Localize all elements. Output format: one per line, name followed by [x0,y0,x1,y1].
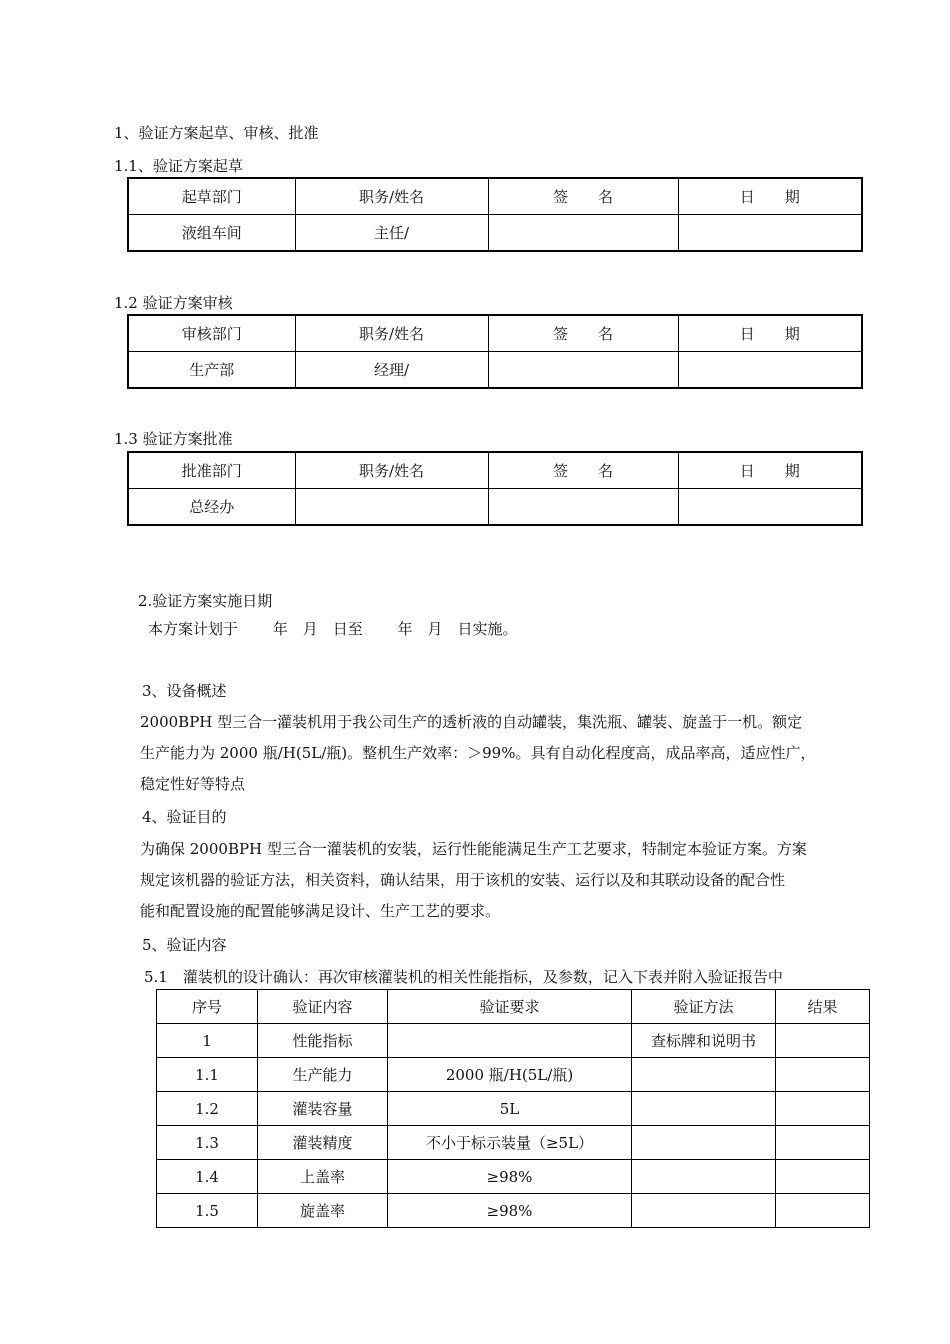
table-row [128,489,862,526]
result-cell[interactable] [776,1160,870,1194]
table-cell: 生产能力 [258,1058,388,1092]
table-header-row [128,452,862,489]
table-cell: 旋盖率 [258,1194,388,1228]
table-row [157,1092,870,1126]
table-cell: 性能指标 [258,1024,388,1058]
paragraph-line: 稳定性好等特点 [140,775,246,793]
table-row [157,1024,870,1058]
section3-body [140,707,862,800]
header-cell: 签 名 [488,178,678,215]
header-cell: 日 期 [678,178,862,215]
review-title: 1.2 验证方案审核 [114,294,233,312]
table-cell[interactable] [632,1126,776,1160]
header-cell: 验证方法 [632,990,776,1024]
signature-cell[interactable] [488,352,678,389]
table-cell: 灌装精度 [258,1126,388,1160]
table-cell: 液组车间 [128,215,295,252]
header-cell: 批准部门 [128,452,295,489]
table-cell[interactable] [632,1058,776,1092]
section4-title: 4、验证目的 [142,808,227,826]
draft-title: 1.1、验证方案起草 [114,157,243,175]
table-cell: 1 [157,1024,258,1058]
header-cell: 职务/姓名 [295,178,488,215]
paragraph-line: 规定该机器的验证方法，相关资料，确认结果，用于该机的安装、运行以及和其联动设备的配合性 [140,871,786,889]
table-cell: 主任/ [295,215,488,252]
table-row [157,1126,870,1160]
table-cell: 1.2 [157,1092,258,1126]
paragraph-line: 能和配置设施的配置能够满足设计、生产工艺的要求。 [140,902,501,920]
table-row [157,1058,870,1092]
table-row [128,352,862,389]
header-cell: 起草部门 [128,178,295,215]
signature-cell[interactable] [488,489,678,526]
header-cell: 验证内容 [258,990,388,1024]
section2-title: 2.验证方案实施日期 [138,592,273,610]
table-cell: ≥98% [388,1160,632,1194]
header-cell: 日 期 [678,315,862,352]
result-cell[interactable] [776,1126,870,1160]
header-cell: 结果 [776,990,870,1024]
table-cell: 1.4 [157,1160,258,1194]
header-cell: 签 名 [488,315,678,352]
header-cell: 签 名 [488,452,678,489]
verification-table [156,989,870,1228]
date-cell[interactable] [678,215,862,252]
table-cell: 2000 瓶/H(5L/瓶) [388,1058,632,1092]
section2-text: 本方案计划于 年 月 日至 年 月 日实施。 [148,620,518,638]
table-cell: 不小于标示装量（≥5L） [388,1126,632,1160]
approve-title: 1.3 验证方案批准 [114,430,233,448]
review-table [127,314,863,389]
table-cell: 生产部 [128,352,295,389]
section5-subtitle: 5.1 灌装机的设计确认：再次审核灌装机的相关性能指标，及参数，记入下表并附入验证报告中 [144,968,783,986]
table-header-row [128,178,862,215]
table-cell: 经理/ [295,352,488,389]
result-cell[interactable] [776,1194,870,1228]
paragraph-line: 生产能力为 2000 瓶/H(5L/瓶)。整机生产效率：＞99%。具有自动化程度高，成品率高，适应性广， [140,744,816,762]
header-cell: 序号 [157,990,258,1024]
result-cell[interactable] [776,1092,870,1126]
table-row [157,1194,870,1228]
header-cell: 职务/姓名 [295,452,488,489]
table-cell: ≥98% [388,1194,632,1228]
section5-title: 5、验证内容 [142,936,227,954]
table-header-row [157,990,870,1024]
table-row [128,215,862,252]
table-cell: 上盖率 [258,1160,388,1194]
signature-cell[interactable] [488,215,678,252]
table-header-row [128,315,862,352]
result-cell[interactable] [776,1024,870,1058]
date-cell[interactable] [678,489,862,526]
paragraph-line: 2000BPH 型三合一灌装机用于我公司生产的透析液的自动罐装，集洗瓶、罐装、旋盖于一机。额定 [140,713,803,731]
table-cell: 灌装容量 [258,1092,388,1126]
draft-table [127,177,863,252]
header-cell: 职务/姓名 [295,315,488,352]
table-cell: 1.5 [157,1194,258,1228]
section1-title: 1、验证方案起草、审核、批准 [114,124,319,142]
table-cell: 1.3 [157,1126,258,1160]
table-cell: 5L [388,1092,632,1126]
table-cell[interactable] [632,1194,776,1228]
table-cell[interactable] [295,489,488,526]
header-cell: 日 期 [678,452,862,489]
result-cell[interactable] [776,1058,870,1092]
table-cell: 总经办 [128,489,295,526]
table-cell[interactable] [632,1092,776,1126]
table-cell[interactable] [632,1160,776,1194]
paragraph-line: 为确保 2000BPH 型三合一灌装机的安装，运行性能能满足生产工艺要求，特制定本验证方案。方案 [140,840,807,858]
header-cell: 审核部门 [128,315,295,352]
table-cell: 1.1 [157,1058,258,1092]
table-row [157,1160,870,1194]
approve-table [127,451,863,526]
date-cell[interactable] [678,352,862,389]
table-cell: 查标牌和说明书 [632,1024,776,1058]
section3-title: 3、设备概述 [142,682,227,700]
header-cell: 验证要求 [388,990,632,1024]
table-cell [388,1024,632,1058]
section4-body [140,834,862,927]
